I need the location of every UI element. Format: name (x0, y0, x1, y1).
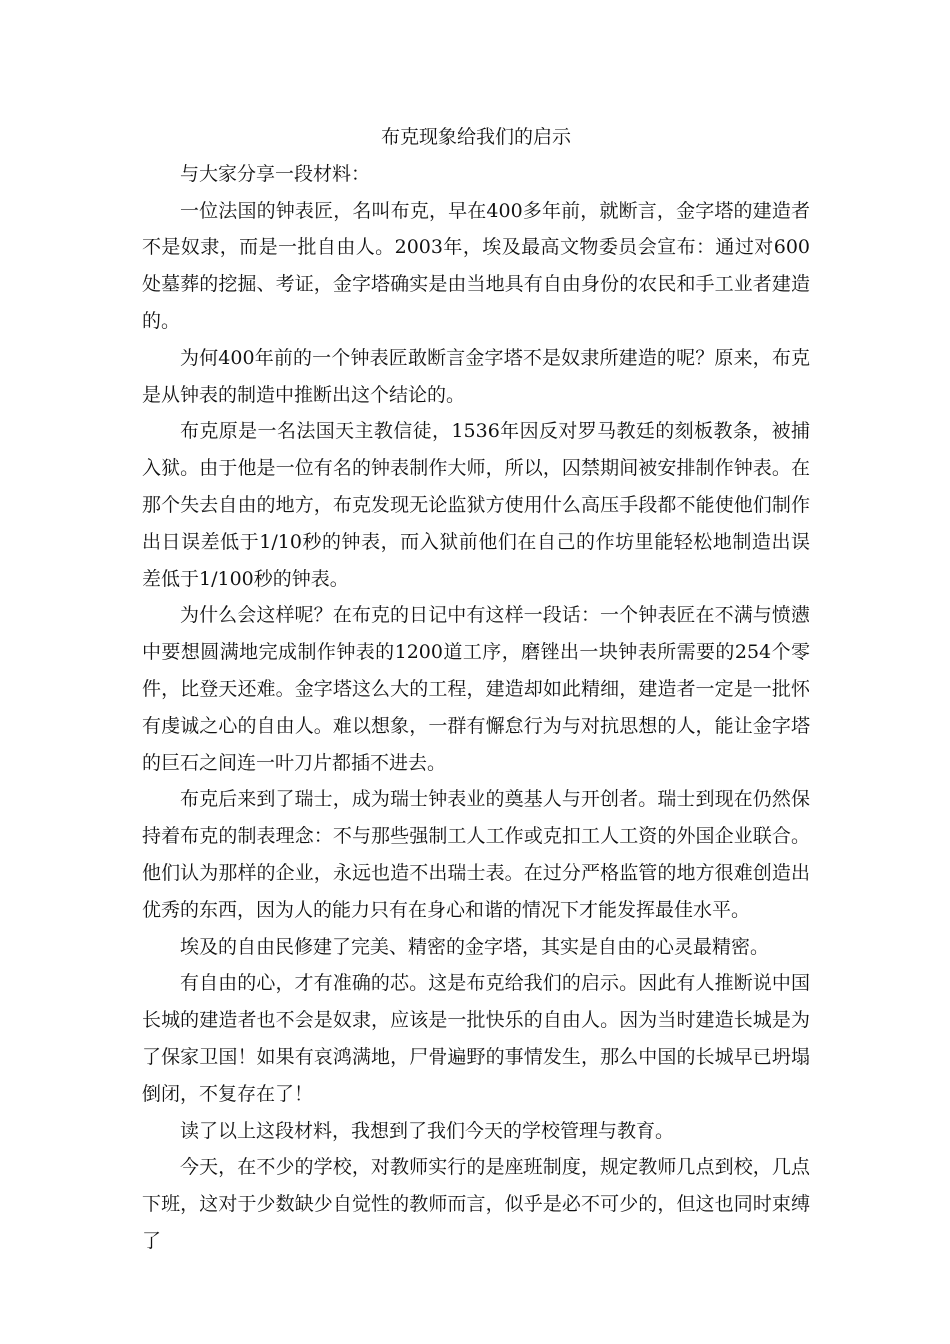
paragraph-switzerland: 布克后来到了瑞士，成为瑞士钟表业的奠基人与开创者。瑞士到现在仍然保持着布克的制表理念：不与那些强制工人工作或克扣工人工资的外国企业联合。他们认为那样的企业，永远也造不出瑞士表。在过分严格监管的地方很难创造出优秀的东西，因为人的能力只有在身心和谐的情况下才能发挥最佳水平。 (142, 788, 810, 921)
paragraph-school: 今天，在不少的学校，对教师实行的是座班制度，规定教师几点到校，几点下班，这对于少数缺少自觉性的教师而言，似乎是必不可少的，但这也同时束缚了 (142, 1156, 810, 1252)
paragraph-great-wall: 有自由的心，才有准确的芯。这是布克给我们的启示。因此有人推断说中国长城的建造者也不会是奴隶，应该是一批快乐的自由人。因为当时建造长城是为了保家卫国！如果有哀鸿满地，尸骨遍野的事情发生，那么中国的长城早已坍塌倒闭，不复存在了！ (142, 972, 810, 1105)
paragraph-question: 为何400年前的一个钟表匠敢断言金字塔不是奴隶所建造的呢？原来，布克是从钟表的制造中推断出这个结论的。 (142, 346, 810, 406)
paragraph-diary: 为什么会这样呢？在布克的日记中有这样一段话：一个钟表匠在不满与愤懑中要想圆满地完成制作钟表的1200道工序，磨锉出一块钟表所需要的254个零件，比登天还难。金字塔这么大的工程，建造却如此精细，建造者一定是一批怀有虔诚之心的自由人。难以想象，一群有懈怠行为与对抗思想的人，能让金字塔的巨石之间连一叶刀片都插不进去。 (142, 604, 810, 774)
paragraph-intro: 与大家分享一段材料： (180, 162, 371, 185)
paragraph-buke-claim: 一位法国的钟表匠，名叫布克，早在400多年前，就断言，金字塔的建造者不是奴隶，而是一批自由人。2003年，埃及最高文物委员会宣布：通过对600处墓葬的挖掘、考证，金字塔确实是由当地具有自由身份的农民和手工业者建造的。 (142, 199, 810, 332)
document-body (142, 119, 810, 1260)
document-title: 布克现象给我们的启示 (380, 126, 571, 148)
paragraph-egypt: 埃及的自由民修建了完美、精密的金字塔，其实是自由的心灵最精密。 (180, 935, 770, 958)
paragraph-prison: 布克原是一名法国天主教信徒，1536年因反对罗马教廷的刻板教条，被捕入狱。由于他是一位有名的钟表制作大师，所以，囚禁期间被安排制作钟表。在那个失去自由的地方，布克发现无论监狱方使用什么高压手段都不能使他们制作出日误差低于1/10秒的钟表，而入狱前他们在自己的作坊里能轻松地制造出误差低于1/100秒的钟表。 (142, 420, 810, 590)
paragraph-reflection: 读了以上这段材料，我想到了我们今天的学校管理与教育。 (180, 1119, 675, 1142)
